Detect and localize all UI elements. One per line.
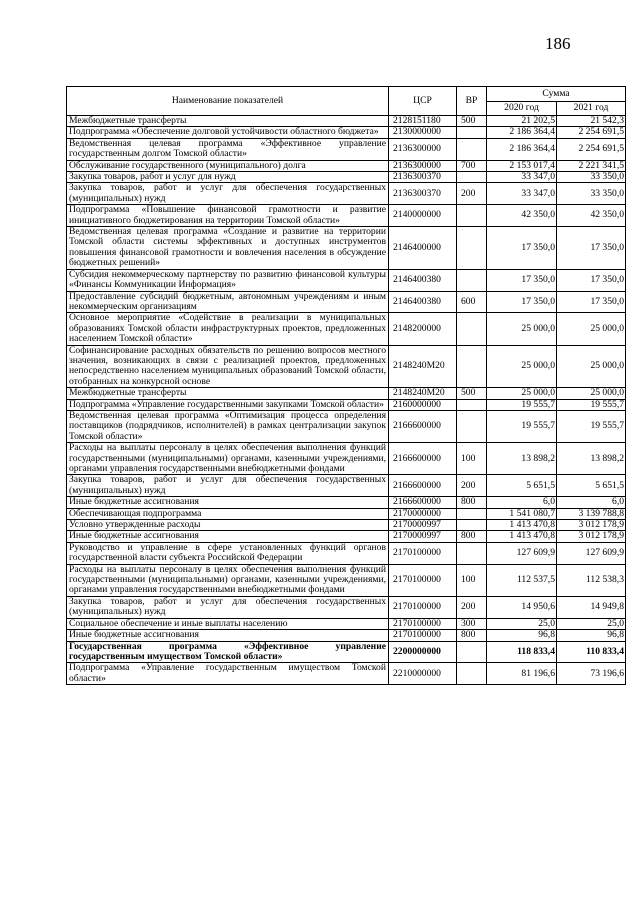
- row-csr: 2170100000: [389, 630, 457, 641]
- row-value-2020: 112 537,5: [487, 564, 557, 596]
- row-value-2021: 13 898,2: [557, 443, 626, 475]
- table-row: [67, 497, 626, 508]
- table-row: [67, 138, 626, 160]
- table-row: [67, 508, 626, 519]
- row-name: Закупка товаров, работ и услуг для обеспечения государственных (муниципальных) нужд: [67, 183, 389, 205]
- row-csr: 2160000000: [389, 399, 457, 410]
- row-csr: 2170100000: [389, 618, 457, 629]
- row-value-2021: 33 350,0: [557, 172, 626, 183]
- row-vr: [457, 508, 487, 519]
- row-vr: 700: [457, 160, 487, 171]
- row-name: Подпрограмма «Управление государственными закупками Томской области»: [67, 399, 389, 410]
- row-value-2021: 110 833,4: [557, 641, 626, 663]
- header-sum: Сумма: [487, 87, 626, 102]
- row-name: Государственная программа «Эффективное управление государственным имуществом Томской области»: [67, 641, 389, 663]
- row-vr: [457, 313, 487, 345]
- row-value-2020: 25 000,0: [487, 388, 557, 399]
- row-name: Субсидия некоммерческому партнерству по развитию финансовой культуры «Финансы Коммуникации Информация»: [67, 269, 389, 291]
- row-value-2020: 2 153 017,4: [487, 160, 557, 171]
- row-value-2020: 2 186 364,4: [487, 138, 557, 160]
- row-vr: [457, 663, 487, 685]
- page-number: 186: [545, 34, 571, 53]
- row-name: Закупка товаров, работ и услуг для обеспечения государственных (муниципальных) нужд: [67, 596, 389, 618]
- row-vr: [457, 172, 487, 183]
- row-value-2020: 33 347,0: [487, 172, 557, 183]
- table-row: [67, 227, 626, 270]
- row-value-2020: 19 555,7: [487, 410, 557, 442]
- row-value-2021: 42 350,0: [557, 205, 626, 227]
- row-name: Межбюджетные трансферты: [67, 388, 389, 399]
- row-name: Основное мероприятие «Содействие в реализации в муниципальных образованиях Томской области инфраструктурных проектов, предложенных населением Томской области»: [67, 313, 389, 345]
- row-csr: 2136300000: [389, 160, 457, 171]
- row-vr: [457, 127, 487, 138]
- row-value-2021: 73 196,6: [557, 663, 626, 685]
- row-vr: [457, 399, 487, 410]
- row-value-2020: 13 898,2: [487, 443, 557, 475]
- row-value-2020: 25 000,0: [487, 313, 557, 345]
- table-row: [67, 520, 626, 531]
- row-vr: 300: [457, 618, 487, 629]
- row-csr: 2170000000: [389, 508, 457, 519]
- row-value-2021: 19 555,7: [557, 410, 626, 442]
- row-csr: 2136300370: [389, 172, 457, 183]
- row-csr: 2128151180: [389, 116, 457, 127]
- row-value-2021: 25,0: [557, 618, 626, 629]
- row-value-2020: 6,0: [487, 497, 557, 508]
- row-value-2021: 19 555,7: [557, 399, 626, 410]
- table-header-row: [67, 87, 626, 102]
- row-value-2021: 25 000,0: [557, 388, 626, 399]
- row-name: Иные бюджетные ассигнования: [67, 531, 389, 542]
- row-value-2021: 25 000,0: [557, 313, 626, 345]
- row-vr: [457, 520, 487, 531]
- row-name: Условно утвержденные расходы: [67, 520, 389, 531]
- row-value-2021: 2 254 691,5: [557, 138, 626, 160]
- row-value-2021: 33 350,0: [557, 183, 626, 205]
- table-row: [67, 596, 626, 618]
- row-value-2020: 81 196,6: [487, 663, 557, 685]
- table-row: [67, 410, 626, 442]
- table-row: [67, 542, 626, 564]
- table-row: [67, 663, 626, 685]
- row-vr: 100: [457, 564, 487, 596]
- row-value-2020: 17 350,0: [487, 227, 557, 270]
- row-value-2021: 2 221 341,5: [557, 160, 626, 171]
- row-value-2021: 25 000,0: [557, 345, 626, 388]
- row-csr: 2146400380: [389, 291, 457, 313]
- row-vr: 200: [457, 596, 487, 618]
- table-row: [67, 641, 626, 663]
- row-name: Ведомственная целевая программа «Эффективное управление государственным долгом Томской области»: [67, 138, 389, 160]
- row-csr: 2148240M20: [389, 345, 457, 388]
- row-value-2020: 17 350,0: [487, 269, 557, 291]
- table-row: [67, 116, 626, 127]
- row-value-2020: 1 413 470,8: [487, 531, 557, 542]
- budget-table: [66, 86, 626, 685]
- row-value-2021: 17 350,0: [557, 291, 626, 313]
- row-csr: 2210000000: [389, 663, 457, 685]
- row-value-2021: 17 350,0: [557, 227, 626, 270]
- row-value-2020: 96,8: [487, 630, 557, 641]
- header-vr: ВР: [457, 87, 487, 116]
- row-csr: 2140000000: [389, 205, 457, 227]
- row-csr: 2166600000: [389, 443, 457, 475]
- row-value-2021: 17 350,0: [557, 269, 626, 291]
- row-value-2020: 25 000,0: [487, 345, 557, 388]
- row-csr: 2200000000: [389, 641, 457, 663]
- row-name: Подпрограмма «Обеспечение долговой устойчивости областного бюджета»: [67, 127, 389, 138]
- table-row: [67, 345, 626, 388]
- row-value-2020: 25,0: [487, 618, 557, 629]
- row-value-2021: 3 139 788,8: [557, 508, 626, 519]
- row-value-2021: 127 609,9: [557, 542, 626, 564]
- table-row: [67, 399, 626, 410]
- row-csr: 2148240M20: [389, 388, 457, 399]
- row-name: Обеспечивающая подпрограмма: [67, 508, 389, 519]
- row-vr: 200: [457, 475, 487, 497]
- table-row: [67, 618, 626, 629]
- row-name: Софинансирование расходных обязательств по решению вопросов местного значения, возникающих в связи с реализацией проектов, предложенных непосредственно населением муниципальных образований Томской области, отобранных на конкурсной основе: [67, 345, 389, 388]
- header-csr: ЦСР: [389, 87, 457, 116]
- row-csr: 2170100000: [389, 564, 457, 596]
- row-value-2021: 2 254 691,5: [557, 127, 626, 138]
- row-value-2020: 21 202,5: [487, 116, 557, 127]
- row-csr: 2146400380: [389, 269, 457, 291]
- table-row: [67, 443, 626, 475]
- table-row: [67, 269, 626, 291]
- row-csr: 2136300000: [389, 138, 457, 160]
- row-value-2020: 2 186 364,4: [487, 127, 557, 138]
- table-row: [67, 475, 626, 497]
- table-row: [67, 630, 626, 641]
- row-name: Ведомственная целевая программа «Оптимизация процесса определения поставщиков (подрядчиков, исполнителей) в рамках централизации закупок Томской области»: [67, 410, 389, 442]
- row-value-2021: 3 012 178,9: [557, 531, 626, 542]
- table-row: [67, 564, 626, 596]
- row-vr: [457, 542, 487, 564]
- table-row: [67, 388, 626, 399]
- row-vr: [457, 641, 487, 663]
- row-value-2020: 42 350,0: [487, 205, 557, 227]
- row-value-2021: 6,0: [557, 497, 626, 508]
- row-value-2020: 33 347,0: [487, 183, 557, 205]
- row-csr: 2166600000: [389, 475, 457, 497]
- table-row: [67, 531, 626, 542]
- table-row: [67, 183, 626, 205]
- row-value-2020: 127 609,9: [487, 542, 557, 564]
- row-vr: [457, 205, 487, 227]
- row-csr: 2166600000: [389, 410, 457, 442]
- row-vr: 600: [457, 291, 487, 313]
- row-vr: [457, 269, 487, 291]
- row-name: Иные бюджетные ассигнования: [67, 497, 389, 508]
- table-row: [67, 160, 626, 171]
- row-vr: 800: [457, 497, 487, 508]
- row-vr: 500: [457, 116, 487, 127]
- row-value-2020: 5 651,5: [487, 475, 557, 497]
- row-name: Межбюджетные трансферты: [67, 116, 389, 127]
- table-row: [67, 205, 626, 227]
- row-csr: 2136300370: [389, 183, 457, 205]
- row-vr: [457, 410, 487, 442]
- table-row: [67, 313, 626, 345]
- row-value-2020: 17 350,0: [487, 291, 557, 313]
- table-row: [67, 127, 626, 138]
- row-name: Закупка товаров, работ и услуг для нужд: [67, 172, 389, 183]
- row-csr: 2170100000: [389, 542, 457, 564]
- table-row: [67, 172, 626, 183]
- row-vr: [457, 345, 487, 388]
- row-csr: 2170000997: [389, 520, 457, 531]
- row-vr: [457, 227, 487, 270]
- row-name: Закупка товаров, работ и услуг для обеспечения государственных (муниципальных) нужд: [67, 475, 389, 497]
- row-value-2021: 21 542,3: [557, 116, 626, 127]
- row-vr: [457, 138, 487, 160]
- row-vr: 500: [457, 388, 487, 399]
- row-name: Предоставление субсидий бюджетным, автономным учреждениям и иным некоммерческим организациям: [67, 291, 389, 313]
- row-name: Расходы на выплаты персоналу в целях обеспечения выполнения функций государственными (муниципальными) органами, казенными учреждениями, органами управления государственными внебюджетными фондами: [67, 564, 389, 596]
- row-name: Обслуживание государственного (муниципального) долга: [67, 160, 389, 171]
- row-value-2020: 19 555,7: [487, 399, 557, 410]
- row-name: Иные бюджетные ассигнования: [67, 630, 389, 641]
- row-value-2020: 118 833,4: [487, 641, 557, 663]
- row-vr: 100: [457, 443, 487, 475]
- row-value-2021: 5 651,5: [557, 475, 626, 497]
- row-csr: 2166600000: [389, 497, 457, 508]
- row-name: Подпрограмма «Повышение финансовой грамотности и развитие инициативного бюджетирования на территории Томской области»: [67, 205, 389, 227]
- row-value-2021: 14 949,8: [557, 596, 626, 618]
- header-2020: 2020 год: [487, 101, 557, 116]
- row-value-2020: 1 541 080,7: [487, 508, 557, 519]
- row-name: Расходы на выплаты персоналу в целях обеспечения выполнения функций государственными (муниципальными) органами, казенными учреждениями, органами управления государственными внебюджетными фондами: [67, 443, 389, 475]
- table-body: [67, 116, 626, 685]
- row-csr: 2130000000: [389, 127, 457, 138]
- row-csr: 2170100000: [389, 596, 457, 618]
- row-vr: 800: [457, 630, 487, 641]
- row-vr: 200: [457, 183, 487, 205]
- row-vr: 800: [457, 531, 487, 542]
- row-name: Подпрограмма «Управление государственным имуществом Томской области»: [67, 663, 389, 685]
- row-name: Социальное обеспечение и иные выплаты населению: [67, 618, 389, 629]
- table-row: [67, 291, 626, 313]
- row-value-2020: 14 950,6: [487, 596, 557, 618]
- row-csr: 2148200000: [389, 313, 457, 345]
- row-value-2021: 96,8: [557, 630, 626, 641]
- row-value-2020: 1 413 470,8: [487, 520, 557, 531]
- row-name: Руководство и управление в сфере установленных функций органов государственной власти субъекта Российской Федерации: [67, 542, 389, 564]
- header-name: Наименование показателей: [67, 87, 389, 116]
- row-value-2021: 3 012 178,9: [557, 520, 626, 531]
- header-2021: 2021 год: [557, 101, 626, 116]
- row-csr: 2146400000: [389, 227, 457, 270]
- row-value-2021: 112 538,3: [557, 564, 626, 596]
- row-csr: 2170000997: [389, 531, 457, 542]
- row-name: Ведомственная целевая программа «Создание и развитие на территории Томской области системы эффективных и доступных инструментов повышения финансовой грамотности и вовлечения населения в обсуждение бюджетных решений»: [67, 227, 389, 270]
